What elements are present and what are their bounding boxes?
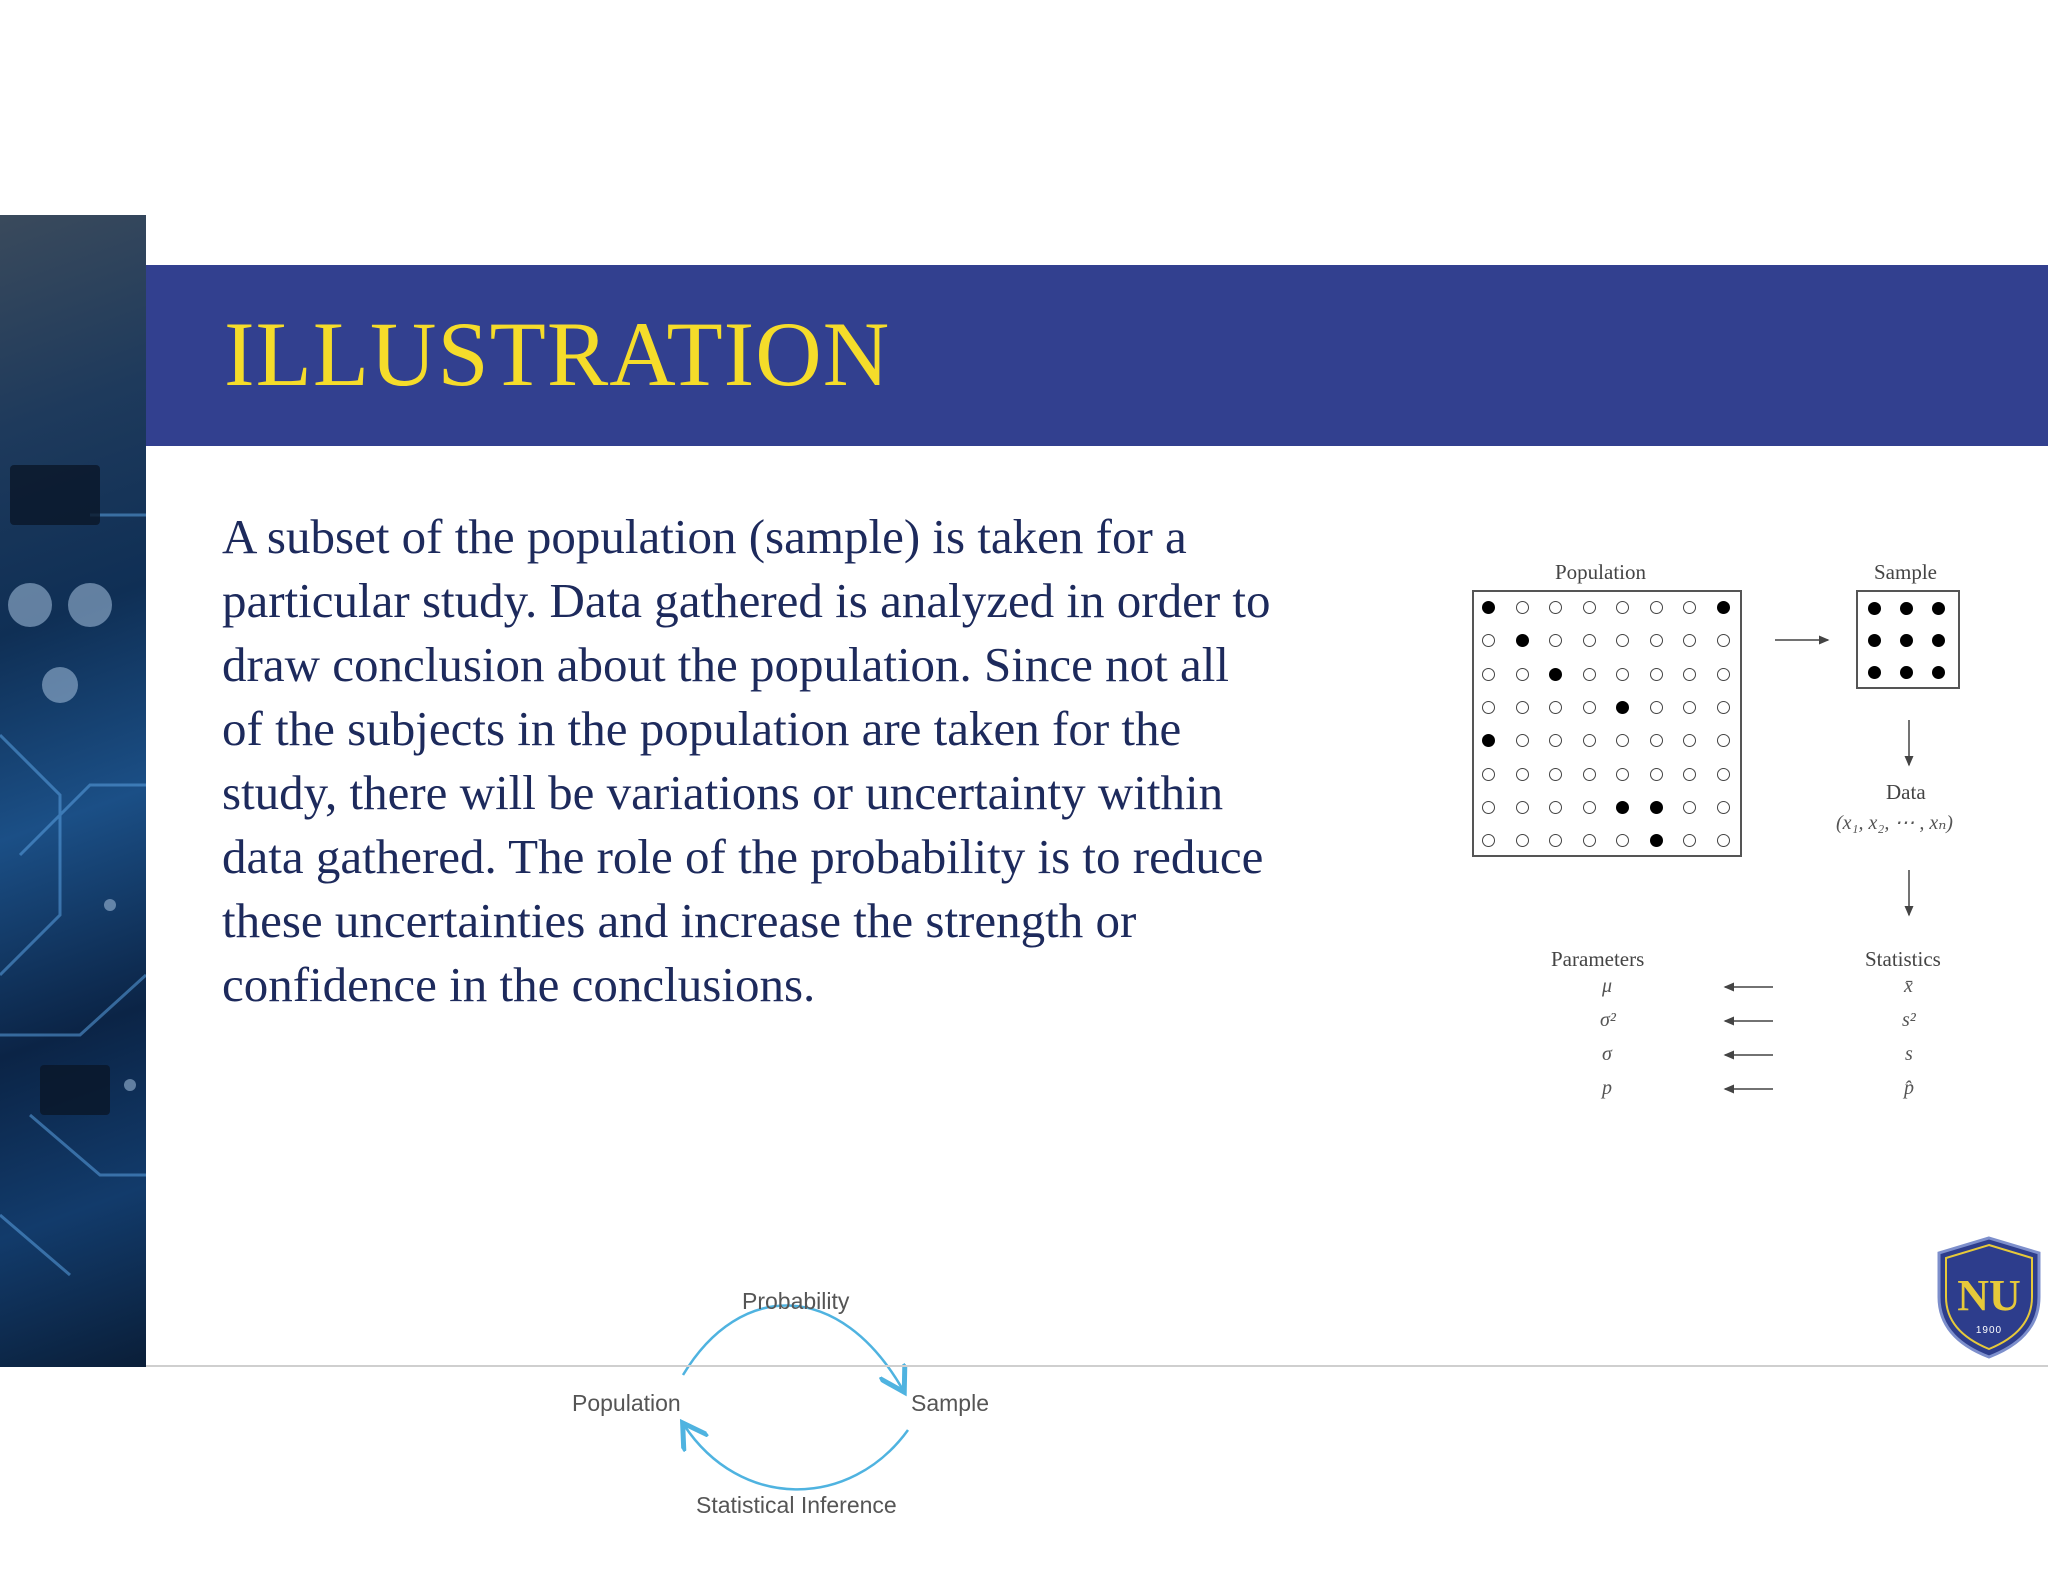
body-line: particular study. Data gathered is analyzed in order to (222, 573, 1271, 628)
statistical-inference-label: Statistical Inference (696, 1492, 897, 1518)
population-heading: Population (1555, 560, 1647, 584)
probability-inference-cycle (540, 1060, 1040, 1540)
param-mu: μ (1602, 975, 1613, 997)
sample-heading: Sample (1874, 560, 1937, 584)
probability-label: Probability (742, 1288, 850, 1314)
circuit-board-image (0, 215, 146, 1367)
body-line: these uncertainties and increase the strength or (222, 893, 1137, 948)
param-p: p (1602, 1077, 1612, 1099)
data-tuple: (x₁, x₂, ⋯ , xₙ) (1836, 812, 1953, 834)
body-line: draw conclusion about the population. Since not all (222, 637, 1230, 692)
param-sigma-squared: σ² (1600, 1009, 1616, 1031)
body-paragraph (222, 505, 1442, 1017)
body-line: confidence in the conclusions. (222, 957, 816, 1012)
statistics-heading: Statistics (1865, 947, 1941, 971)
parameters-heading: Parameters (1551, 947, 1645, 971)
body-line: A subset of the population (sample) is taken for a (222, 509, 1187, 564)
circuit-traces-graphic (0, 215, 146, 1367)
figure-arrows (1460, 555, 2020, 1175)
body-line: data gathered. The role of the probability is to reduce (222, 829, 1264, 884)
shield-icon (1935, 1235, 2043, 1360)
slide (0, 215, 2048, 1518)
body-line: of the subjects in the population are taken for the (222, 701, 1182, 756)
slide-title: ILLUSTRATION (224, 303, 891, 405)
stat-x-bar: x̄ (1904, 975, 1913, 997)
stat-p-hat: p̂ (1904, 1077, 1914, 1099)
population-sample-figure (1460, 555, 2020, 1175)
probability-arrow (683, 1306, 903, 1390)
data-heading: Data (1886, 780, 1926, 804)
logo-letters: NU (1957, 1271, 2021, 1320)
stat-s-squared: s² (1902, 1009, 1916, 1031)
sample-label: Sample (911, 1390, 989, 1416)
university-shield-logo (1935, 1235, 2043, 1360)
header-band (146, 265, 2048, 446)
logo-year: 1900 (1975, 1325, 2003, 1336)
bottom-divider (146, 1365, 2048, 1367)
body-line: study, there will be variations or uncertainty within (222, 765, 1224, 820)
param-sigma: σ (1602, 1043, 1612, 1065)
stat-s: s (1905, 1043, 1913, 1065)
population-label: Population (572, 1390, 681, 1416)
inference-arrow (684, 1425, 908, 1489)
